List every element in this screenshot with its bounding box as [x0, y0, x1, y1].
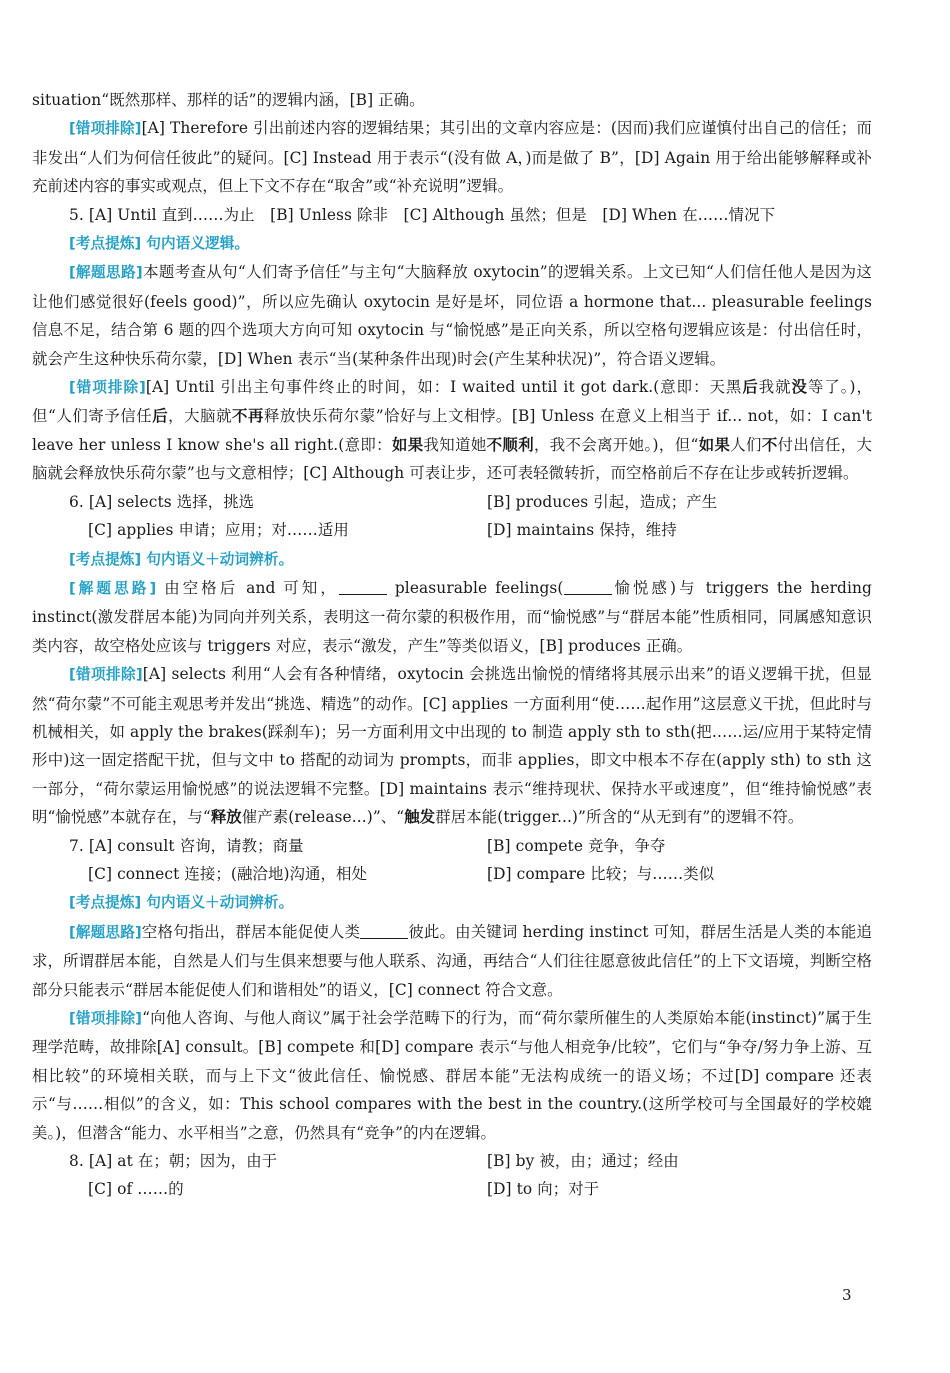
q6-option-a: 6. [A] selects 选择，挑选 — [69, 492, 255, 511]
q7-option-c: [C] connect 连接；(融洽地)沟通，相处 — [88, 864, 367, 883]
q7-options-row-2 — [32, 860, 872, 888]
q6-option-d: [D] maintains 保持，维持 — [487, 521, 677, 540]
q6-option-b: [B] produces 引起，造成；产生 — [487, 492, 718, 511]
q8-option-d: [D] to 向；对于 — [487, 1180, 600, 1199]
section-tag: [错项排除] — [68, 379, 146, 397]
q6-options-row-2 — [32, 516, 872, 544]
section-tag: [考点提炼] — [69, 235, 142, 253]
blank-line — [339, 578, 387, 595]
q8-option-a: 8. [A] at 在；朝；因为，由于 — [69, 1152, 278, 1171]
paragraph-continuation: situation“既然那样、那样的话”的逻辑内涵，[B] 正确。 — [32, 91, 425, 109]
page-number: 3 — [842, 1286, 852, 1304]
q6-solution: [解题思路] 由空格后 and 可知， pleasurable feelings( 愉悦感)与 triggers the herding instinct(激发群居本能)为同向并列关系，表明这一荷尔蒙的积极作用，而“愉悦感”与“群居本能”性质相同，同属感知意识类内容，故空格处应该与 triggers 对应，表示“激发，产生”等类似语义，[B] produces 正确。 — [32, 578, 872, 655]
section-tag: [解题思路] — [68, 579, 157, 597]
q4-option-elimination: [错项排除][A] Therefore 引出前述内容的逻辑结果；其引出的文章内容应是：(因而)我们应谨慎付出自己的信任；而非发出“人们为何信任彼此”的疑问。[C] Instead 用于表示“(没有做 A，)而是做了 B”，[D] Again 用于给出能够解释或补充前述内容的事实或观点，但上下文不存在“取舍”或“补充说明”逻辑。 — [32, 119, 872, 196]
q7-key-point: [考点提炼] 句内语义＋动词辨析。 — [69, 894, 294, 912]
q7-option-b: [B] compete 竞争，争夺 — [487, 836, 666, 855]
blank-line — [360, 922, 408, 939]
blank-line — [564, 578, 612, 595]
q8-options-row-1 — [32, 1147, 872, 1175]
section-tag: [解题思路] — [68, 923, 142, 941]
document-page — [32, 86, 872, 1204]
q8-option-b: [B] by 被，由；通过；经由 — [487, 1152, 679, 1171]
q8-options-row-2 — [32, 1175, 872, 1203]
q5-solution: [解题思路]本题考查从句“人们寄予信任”与主句“大脑释放 oxytocin”的逻辑关系。上文已知“人们信任他人是因为这让他们感觉很好(feels good)”，所以应先确认 oxytocin 是好是坏，同位语 a hormone that... pleasurable feelings 信息不足，结合第 6 题的四个选项大方向可知 oxytocin 与“愉悦感”是正向关系，所以空格句逻辑应该是：付出信任时，就会产生这种快乐荷尔蒙，[D] When 表示“当(某种条件出现)时会(产生某种状况)”，符合语义逻辑。 — [32, 263, 872, 368]
q7-options-row-1 — [32, 832, 872, 860]
q6-key-point: [考点提炼] 句内语义＋动词辨析。 — [69, 550, 294, 568]
q7-option-a: 7. [A] consult 咨询，请教；商量 — [69, 836, 304, 855]
q5-option-elimination: [错项排除][A] Until 引出主句事件终止的时间，如：I waited until it got dark.(意即：天黑后我就没等了。)，但“人们寄予信任后，大脑就不再释放快乐荷尔蒙”恰好与上文相悖。[B] Unless 在意义上相当于 if... not，如：I can't leave her unless I know she's all right.(意即：如果我知道她不顺利，我不会离开她。)，但“如果人们不付出信任，大脑就会释放快乐荷尔蒙”也与文意相悖；[C] Although 可表让步，还可表轻微转折，而空格前后不存在让步或转折逻辑。 — [32, 378, 873, 483]
q7-option-elimination: [错项排除]“向他人咨询、与他人商议”属于社会学范畴下的行为，而“荷尔蒙所催生的人类原始本能(instinct)”属于生理学范畴，故排除[A] consult。[B] compete 和[D] compare 表示“与他人相竞争/比较”，它们与“争夺/努力争上游、互相比较”的环境相关联，而与上下文“彼此信任、愉悦感、群居本能”无法构成统一的语义场；不过[D] compare 还表示“与……相似”的含义，如：This school compares with the best in the country.(这所学校可与全国最好的学校媲美。)，但潜含“能力、水平相当”之意，仍然具有“竞争”的内在逻辑。 — [32, 1009, 872, 1142]
q5-options: 5. [A] Until 直到……为止 [B] Unless 除非 [C] Although 虽然；但是 [D] When 在……情况下 — [69, 205, 776, 224]
q5-key-point: [考点提炼] 句内语义逻辑。 — [69, 235, 250, 253]
section-tag: [错项排除] — [68, 666, 143, 684]
section-tag: [考点提炼] — [69, 894, 142, 912]
q8-option-c: [C] of ……的 — [88, 1180, 184, 1199]
section-tag: [错项排除] — [68, 120, 142, 138]
q7-solution: [解题思路]空格句指出，群居本能促使人类 彼此。由关键词 herding instinct 可知，群居生活是人类的本能追求，所谓群居本能，自然是人们与生俱来想要与他人联系、沟通，再结合“人们往往愿意彼此信任”的上下文语境，判断空格部分只能表示“群居本能促使人们和谐相处”的语义，[C] connect 符合文意。 — [32, 922, 872, 999]
section-tag: [解题思路] — [68, 264, 143, 282]
q6-option-c: [C] applies 申请；应用；对……适用 — [88, 521, 349, 540]
q7-option-d: [D] compare 比较；与……类似 — [487, 864, 715, 883]
section-tag: [考点提炼] — [69, 550, 142, 568]
section-tag: [错项排除] — [68, 1010, 143, 1027]
q6-option-elimination: [错项排除][A] selects 利用“人会有各种情绪，oxytocin 会挑选出愉悦的情绪将其展示出来”的语义逻辑干扰，但显然“荷尔蒙”不可能主观思考并发出“挑选、精选”的动作。[C] applies 一方面利用“使……起作用”这层意义干扰，但此时与机械相关，如 apply the brakes(踩刹车)；另一方面利用文中出现的 to 制造 apply sth to sth(把……运/应用于某特定情形中)这一固定搭配干扰，但与文中 to 搭配的动词为 prompts，而非 applies，即文中根本不存在(apply sth) to sth 这一部分，“荷尔蒙运用愉悦感”的说法逻辑不完整。[D] maintains 表示“维持现状、保持水平或速度”，但“维持愉悦感”表明“愉悦感”本就存在，与“释放催产素(release...)”、“触发群居本能(trigger...)”所含的“从无到有”的逻辑不符。 — [32, 665, 872, 827]
q6-options-row-1 — [32, 488, 872, 516]
